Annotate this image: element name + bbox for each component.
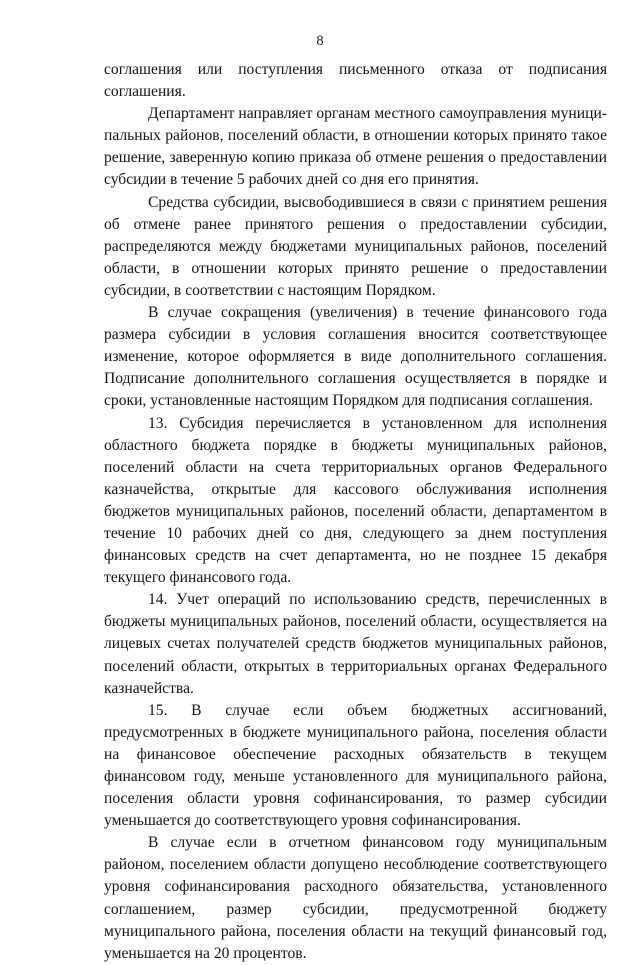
paragraph: В случае если в отчетном финансовом году муниципальным районом, поселением области допущено несоблюдение соответствующего уровня софинансирования расходного обязательства, установленного соглашением, размер субсидии, предусмотренной бюджету муниципального района, поселения области на текущий финансовый год, уменьшается на 20 процентов. — [104, 834, 607, 962]
paragraph: соглашения или поступления письменного отказа от подписания соглашения. — [104, 61, 607, 101]
paragraph: Департамент направляет органам местного самоуправления муниципальных районов, поселений области, в отношении которых принято такое решение, заверенную копию приказа об отмене решения о предоставлении субсидии в течение 5 рабочих дней со дня его принятия. — [104, 105, 607, 189]
page-number: 8 — [316, 33, 324, 49]
paragraph-item-14: 14. Учет операций по использованию средств, перечисленных в бюджеты муниципальных районов, поселений области, осуществляется на лицевых счетах получателей средств бюджетов муниципальных районов, поселений области, открытых в территориальных органах Федерального казначейства. — [104, 591, 607, 697]
paragraph: В случае сокращения (увеличения) в течение финансового года размера субсидии в условия соглашения вносится соответствующее изменение, которое оформляется в виде дополнительного соглашения. Подписание дополнительного соглашения осуществляется в порядке и сроки, установленные настоящим Порядком для подписания соглашения. — [104, 304, 607, 410]
paragraph-item-15: 15. В случае если объем бюджетных ассигнований, предусмотренных в бюджете муниципального района, поселения области на финансовое обеспечение расходных обязательств в текущем финансовом году, меньше установленного для муниципального района, поселения области уровня софинансирования, то размер субсидии уменьшается до соответствующего уровня софинансирования. — [104, 701, 607, 830]
paragraph: Средства субсидии, высвободившиеся в связи с принятием решения об отмене ранее принятого решения о предоставлении субсидии, распределяются между бюджетами муниципальных районов, поселений области, в отношении которых принято решение о предоставлении субсидии, в соответствии с настоящим Порядком. — [104, 193, 607, 299]
paragraph-item-13: 13. Субсидия перечисляется в установленном для исполнения областного бюджета порядке в бюджеты муниципальных районов, поселений области на счета территориальных органов Федерального казначейства, открытые для кассового обслуживания исполнения бюджетов муниципальных районов, поселений области, департаментом в течение 10 рабочих дней со дня, следующего за днем поступления финансовых средств на счет департамента, но не позднее 15 декабря текущего финансового года. — [104, 414, 607, 587]
document-body — [104, 59, 607, 965]
